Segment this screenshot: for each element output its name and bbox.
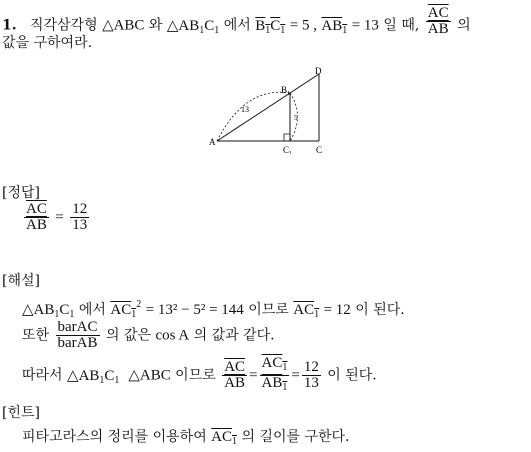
- explanation-heading: [해설]: [2, 273, 40, 289]
- particle-ui: 의: [457, 17, 471, 34]
- triangle-ab1c1: $\triangle AB_1C_1$: [166, 17, 220, 36]
- particle-text: 에서: [223, 17, 251, 34]
- ratio-fraction: $\frac{\overline{AC}}{AB}$: [427, 5, 449, 37]
- answer-equation: $\frac{\overline{AC}}{AB}$ = $\frac{12}{13}$: [26, 201, 88, 233]
- triangle-abc: △ABC: [102, 17, 145, 34]
- bar-fraction: $\frac{\text{barAC}}{\text{barAB}}$: [57, 319, 98, 351]
- equation-5: = 5 ,: [289, 17, 317, 34]
- label-a: A: [209, 137, 216, 147]
- segment-b1c1: $B_1C_1$: [255, 17, 286, 36]
- equation-13: = 13: [351, 17, 379, 34]
- answer-heading: [정답]: [2, 185, 40, 201]
- problem-line-2: 값을 구하여라.: [2, 35, 93, 51]
- problem-text: 직각삼각형: [29, 17, 98, 34]
- answer-fraction: $\frac{\overline{AC}}{AB}$: [26, 201, 47, 233]
- right-angle-mark: [284, 134, 290, 141]
- conjunction-text: 와: [148, 17, 163, 34]
- label-5: 5: [294, 114, 298, 122]
- hint-text: 피타고라스의 정리를 이용하여 $AC_1$ 의 길이를 구한다.: [22, 429, 350, 447]
- label-13: 13: [241, 105, 249, 114]
- problem-number: 1.: [2, 17, 17, 34]
- explanation-line-3: 따라서 $\triangle AB_1C_1$ △ABC 이므로 $\frac{\overline{AC}}{AB}$ = $\frac{AC_1}{AB_1}$ = $\frac{12}{13}$ 이 된다.: [22, 355, 377, 393]
- label-c: C: [316, 145, 323, 154]
- explanation-line-2: 또한 $\frac{\text{barAC}}{\text{barAB}}$ 의 값은 cos A 의 값과 같다.: [22, 319, 275, 351]
- label-c1: $C_1$: [283, 145, 293, 154]
- answer-value: $\frac{12}{13}$: [72, 201, 88, 233]
- triangle-figure: [205, 64, 335, 154]
- label-d: D: [315, 66, 322, 76]
- hint-heading: [힌트]: [2, 405, 40, 421]
- hypotenuse-a-to-d: [217, 74, 319, 141]
- label-b1: $B_1$: [281, 85, 291, 97]
- explanation-line-1: $\triangle AB_1C_1$ 에서 $AC_1^2 = 13^2 - 5^2 = 144$ 이므로 $AC_1 = 12$ 이 된다.: [22, 299, 405, 320]
- segment-ab1: $AB_1$: [321, 17, 348, 36]
- condition-text: 일 때,: [383, 17, 420, 34]
